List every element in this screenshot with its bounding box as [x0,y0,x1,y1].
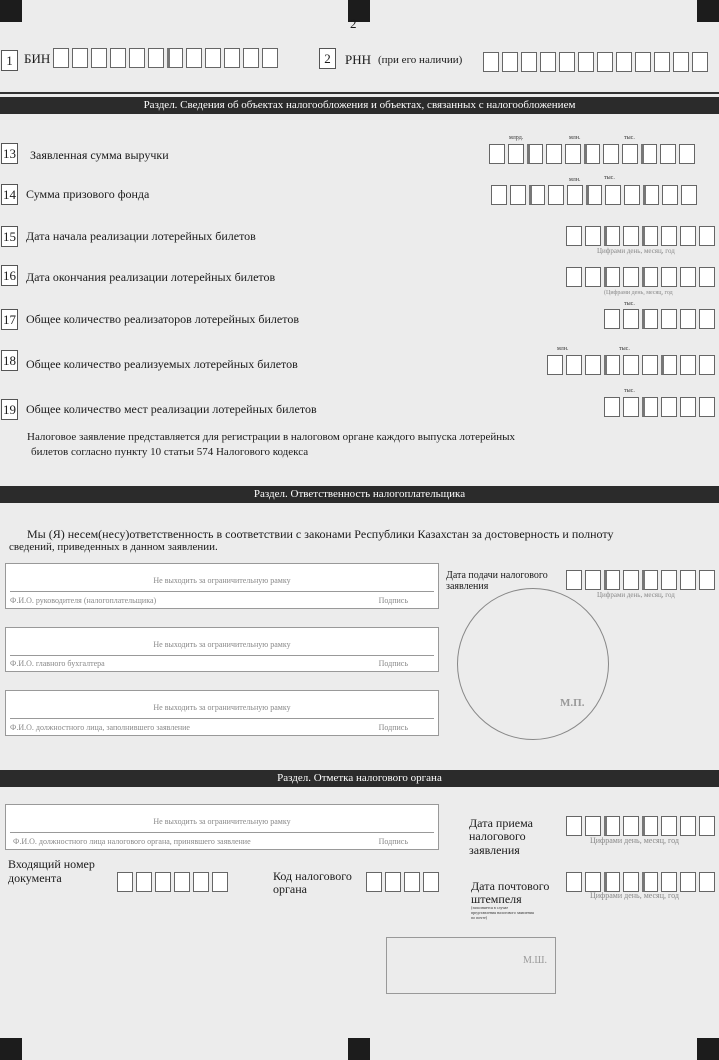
receive-date-label: Дата приема [469,816,533,830]
bin-input[interactable] [53,48,281,68]
rnn-note: (при его наличии) [378,54,463,66]
corner-marker [697,0,719,22]
unit-label: млн. [557,346,569,352]
corner-marker [0,1038,22,1060]
note-line: Налоговое заявление представляется для регистрации в налоговом органе каждого выпуска лотерейных [27,431,516,443]
unit-label: млн. [569,177,581,183]
corner-marker [0,0,22,22]
date-hint: Цифрами день, месяц, год [590,836,679,845]
locations-count-input[interactable] [604,397,718,417]
signature-box-filler[interactable]: Не выходить за ограничительную рамку Ф.И.О. должностного лица, заполнившего заявление Подпись [5,690,439,736]
field-number: 18 [1,350,18,371]
corner-marker [348,1038,370,1060]
incoming-number-label: документа [8,871,62,885]
field-number: 14 [1,184,18,205]
section-title: Раздел. Сведения об объектах налогообложения и объектах, связанных с налогообложением [0,97,719,114]
unit-label: млн. [569,135,581,141]
submit-date-label: Дата подачи налогового [446,570,548,581]
unit-label: тыс. [604,175,615,181]
field-number: 19 [1,399,18,420]
incoming-number-label: Входящий номер [8,857,95,871]
row-label: Общее количество мест реализации лотерейных билетов [26,402,317,416]
submit-date-label: заявления [446,581,489,592]
receive-date-label: заявления [469,843,520,857]
postmark-note: представления налогового заявления [471,910,534,915]
field-number: 1 [1,50,18,71]
date-hint: (Цифрами день, месяц, год [604,290,673,296]
stamp-label: М.П. [560,697,585,709]
row-label: Дата начала реализации лотерейных билетов [26,229,256,243]
signature-box-head[interactable]: Не выходить за ограничительную рамку Ф.И.О. руководителя (налогоплательщика) Подпись [5,563,439,609]
row-label: Дата окончания реализации лотерейных билетов [26,270,276,284]
tickets-count-input[interactable] [547,355,718,375]
date-hint: Цифрами день, месяц, год [590,891,679,900]
section-title: Раздел. Ответственность налогоплательщика [0,486,719,503]
receive-date-label: налогового [469,829,526,843]
tax-office-code-input[interactable] [366,872,442,892]
submit-date-input[interactable] [566,570,718,590]
bin-label: БИН [24,51,51,66]
divider [0,92,719,94]
stamp-circle [457,588,609,740]
unit-label: тыс. [619,346,630,352]
unit-label: млрд. [509,135,524,141]
postmark-stamp-label: М.Ш. [523,955,547,966]
date-hint: Цифрами день, месяц, год [597,247,675,255]
postmark-note: (заполняется в случае [471,905,509,910]
signature-box-accountant[interactable]: Не выходить за ограничительную рамку Ф.И.О. главного бухгалтера Подпись [5,627,439,672]
postmark-date-input[interactable] [566,872,718,892]
corner-marker [697,1038,719,1060]
signature-box-tax-officer[interactable]: Не выходить за ограничительную рамку Ф.И.О. должностного лица налогового органа, принявшего заявление Подпись [5,804,439,850]
sellers-count-input[interactable] [604,309,718,329]
start-date-input[interactable] [566,226,718,246]
incoming-number-input[interactable] [117,872,231,892]
field-number: 17 [1,309,18,330]
receive-date-input[interactable] [566,816,718,836]
tax-office-code-label: Код налогового [273,869,352,883]
postmark-date-label: штемпеля [471,892,522,906]
postmark-note: по почте) [471,915,488,920]
page-number: 2 [350,16,357,31]
section-title: Раздел. Отметка налогового органа [0,770,719,787]
unit-label: тыс. [624,388,635,394]
prize-fund-input[interactable] [491,185,700,205]
responsibility-statement: сведений, приведенных в данном заявлении. [9,541,218,553]
rnn-label: РНН [345,52,372,67]
field-number: 16 [1,265,18,286]
row-label: Общее количество реализуемых лотерейных билетов [26,357,298,371]
revenue-input[interactable] [489,144,698,164]
unit-label: тыс. [624,135,635,141]
note-line: билетов согласно пункту 10 статьи 574 Налогового кодекса [31,446,309,458]
field-number: 15 [1,226,18,247]
row-label: Сумма призового фонда [26,187,150,201]
field-number: 2 [319,48,336,69]
rnn-input[interactable] [483,52,711,72]
field-number: 13 [1,143,18,164]
unit-label: тыс. [624,301,635,307]
postmark-date-label: Дата почтового [471,879,550,893]
row-label: Заявленная сумма выручки [30,148,169,162]
end-date-input[interactable] [566,267,718,287]
tax-office-code-label: органа [273,882,307,896]
date-hint: Цифрами день, месяц, год [597,591,675,599]
responsibility-statement: Мы (Я) несем(несу)ответственность в соответствии с законами Республики Казахстан за достоверность и полноту [27,527,614,541]
row-label: Общее количество реализаторов лотерейных билетов [26,312,299,326]
